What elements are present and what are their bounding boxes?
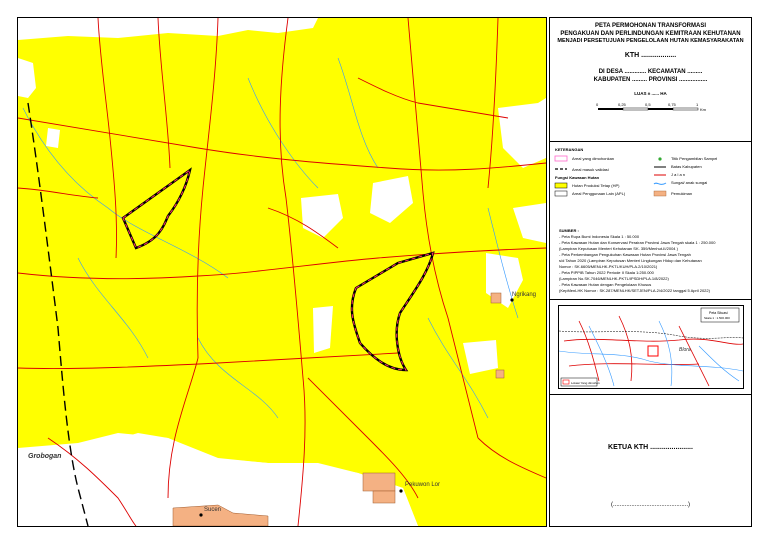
source-line-10: (KepMenLHK Nomor : SK.287/MENLHK/SETJEN/PLA.2/4/2022 tanggal 5 April 2022) (559, 288, 710, 293)
legend-item-validation: Areal masuk validasi (572, 167, 609, 172)
source-line-6: Nomor : SK.6605/MENLHK-PKTL/KUH/PLA.2/10/2021) (559, 264, 658, 269)
scale-tick-3: 0,75 (668, 102, 676, 107)
source-line-5: s/d Tahun 2020 (Lampiran Keputusan Menteri Lingkungan Hidup dan Kehutanan (559, 258, 702, 263)
map-canvas (18, 18, 546, 526)
label-grobogan: Grobogan (28, 453, 62, 460)
label-sucen: Sucen (204, 507, 222, 513)
source-line-9: - Peta Kawasan Hutan dengan Pengelolaan Khusus (559, 282, 652, 287)
signature-block (550, 394, 751, 526)
signature-name: (.............................................) (610, 502, 690, 508)
legend-heading: KETERANGAN (555, 147, 584, 152)
source-line-3: (Lampiran Keputusan Menteri Kehutanan SK. 359/Menhut-II/2004 ) (559, 246, 678, 251)
title-block (550, 18, 751, 142)
legend-panel (549, 17, 752, 527)
inset-scale: Skala 1 : 1.500.000 (704, 316, 730, 320)
source-line-4: - Peta Perkembangan Pengukuhan Kawasan Hutan Provinsi Jawa Tengah (559, 252, 691, 257)
source-line-7: - Peta PIPPIB Tahun 2022 Periode II Skala 1:250.000 (559, 270, 654, 275)
legend-item-hp: Hutan Produksi Tetap (HP) (572, 183, 620, 188)
luas-line: LUAS ± ...... HA (634, 91, 667, 96)
inset-map[interactable] (558, 305, 744, 389)
main-map[interactable] (17, 17, 547, 527)
inset-legend: Lokasi Yang dimohon (571, 381, 600, 385)
inset-label-blora: Blora (679, 347, 691, 353)
kth-name: KTH .................. (624, 52, 677, 59)
legend-item-sample: Titik Pengambilan Sampel (671, 156, 718, 161)
kabupaten-line: KABUPATEN ......... PROVINSI ................. (593, 77, 708, 83)
legend-item-apl: Areal Penggunaan Lain (APL) (572, 191, 626, 196)
sources-heading: SUMBER : (559, 228, 579, 233)
legend-item-river: Sungai/ anak sungai (671, 180, 708, 185)
source-line-2: - Peta Kawasan Hutan dan Konservasi Perairan Provinsi Jawa Tengah skala 1 : 250.000 (559, 240, 716, 245)
scale-bar (596, 102, 716, 118)
legend-item-requested: Areal yang dimohonkan (572, 156, 615, 161)
scale-tick-2: 0,5 (645, 102, 651, 107)
title-line-2: PENGAKUAN DAN PERLINDUNGAN KEMITRAAN KEHUTANAN (560, 31, 741, 37)
scale-tick-0: 0 (596, 102, 599, 107)
label-ngrikang: Ngrikang (512, 292, 537, 298)
legend-item-function: Fungsi Kawasan Hutan (555, 175, 600, 180)
scale-tick-4: 1 (696, 102, 699, 107)
title-line-3: MENJADI PERSETUJUAN PENGELOLAAN HUTAN KEMASYARAKATAN (557, 38, 744, 44)
inset-canvas (559, 306, 743, 388)
legend-item-settlement: Pemukiman (671, 191, 693, 196)
source-line-8: (Lampiran No.SK.7046/MENLHK-PKTL/IPSDH/PLA.1/8/2022) (559, 276, 669, 281)
inset-title: Peta Situasi (709, 311, 728, 315)
legend-block (550, 141, 751, 300)
label-pekuwon-lor: Pekuwon Lor (405, 482, 441, 488)
inset-block (550, 299, 751, 395)
desa-line: DI DESA ............. KECAMATAN ......... (598, 69, 703, 75)
legend-item-boundary: Batas Kabupaten (671, 164, 702, 169)
scale-tick-1: 0,25 (618, 102, 626, 107)
scale-unit: Km (700, 107, 706, 112)
title-line-1: PETA PERMOHONAN TRANSFORMASI (595, 23, 706, 29)
source-line-1: - Peta Rupa Bumi Indonesia Skala 1 : 50.000 (559, 234, 640, 239)
ketua-kth: KETUA KTH ...................... (608, 444, 693, 451)
legend-item-road: J a l a n (671, 172, 686, 177)
